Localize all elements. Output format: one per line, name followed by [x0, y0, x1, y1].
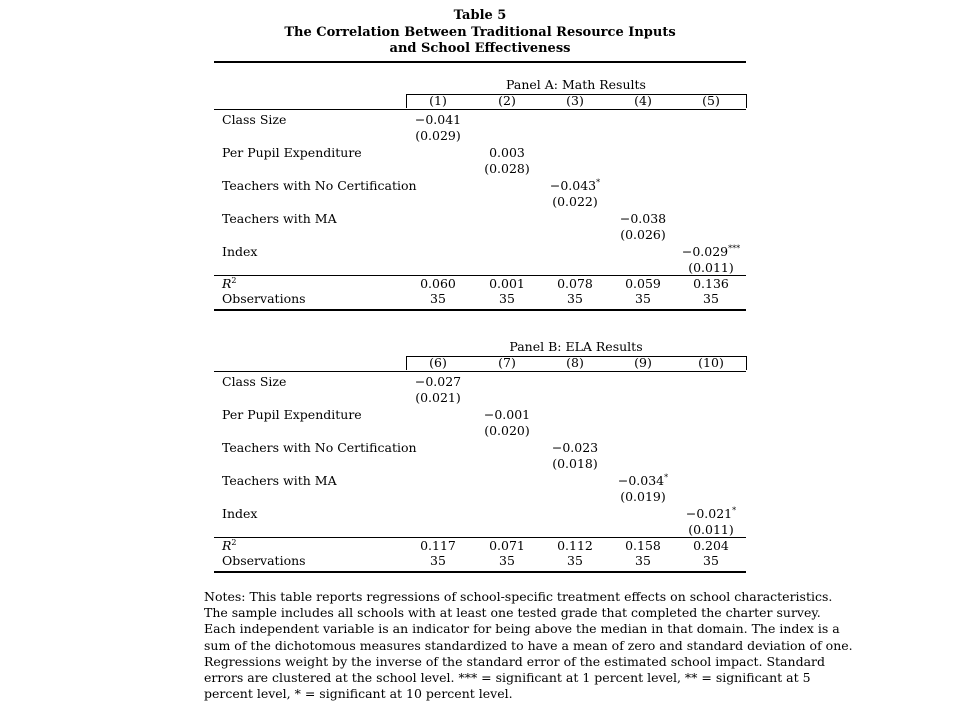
observations-value: 35 — [703, 553, 719, 568]
row-label: Teachers with MA — [222, 473, 337, 488]
significance-stars: * — [664, 473, 669, 482]
coefficient-value: −0.034 — [617, 473, 665, 489]
coefficient — [404, 112, 472, 127]
observations-value: 35 — [499, 291, 515, 306]
r-squared-value: 0.078 — [557, 276, 593, 291]
notes-line: Notes: This table reports regressions of school-specific treatment effects on school characteristics. — [204, 589, 833, 604]
coefficient — [609, 211, 677, 226]
r-squared-value: 0.060 — [420, 276, 456, 291]
observations-value: 35 — [499, 553, 515, 568]
standard-error: (0.011) — [688, 260, 734, 275]
r-squared-label — [222, 276, 237, 291]
row-label: Per Pupil Expenditure — [222, 407, 362, 422]
coefficient-value: −0.029 — [681, 244, 729, 260]
table-title-line2: and School Effectiveness — [389, 41, 571, 56]
notes-line: Each independent variable is an indicator for being above the median in that domain. The index is a — [204, 621, 840, 637]
standard-error: (0.011) — [688, 522, 734, 537]
notes-line: percent level, * = significant at 10 percent level. — [204, 686, 513, 702]
standard-error: (0.020) — [484, 423, 530, 438]
column-header: (4) — [634, 93, 652, 108]
r-squared-label — [222, 538, 237, 553]
r-squared-exponent: 2 — [231, 538, 237, 547]
row-label: Teachers with MA — [222, 211, 337, 226]
panel-bottom-rule — [214, 309, 746, 311]
observations-label: Observations — [222, 553, 306, 568]
top-rule — [214, 61, 746, 63]
notes-line: sum of the dichotomous measures standardized to have a mean of zero and standard deviation of one. — [204, 637, 853, 653]
r-squared-value: 0.158 — [625, 538, 661, 553]
r-squared-value: 0.136 — [693, 276, 729, 291]
r-squared-letter: R — [222, 276, 232, 292]
notes-line: Regressions weight by the inverse of the standard error of the estimated school impact. Standard — [204, 653, 825, 669]
standard-error: (0.019) — [620, 489, 666, 504]
table-notes — [204, 589, 853, 702]
column-header: (5) — [702, 93, 720, 108]
standard-error: (0.021) — [415, 390, 461, 405]
significance-stars: * — [596, 178, 601, 187]
observations-value: 35 — [430, 291, 446, 306]
coefficient-value: −0.021 — [685, 506, 733, 522]
column-edge — [746, 356, 747, 370]
column-header: (6) — [429, 355, 447, 370]
coefficient-value: −0.038 — [619, 211, 667, 226]
header-rule — [214, 109, 746, 110]
standard-error: (0.029) — [415, 128, 461, 143]
coefficient-value: −0.041 — [414, 112, 462, 127]
column-header: (3) — [566, 93, 584, 108]
row-label: Per Pupil Expenditure — [222, 145, 362, 160]
coefficient — [541, 440, 609, 455]
header-rule — [214, 371, 746, 372]
r-squared-value: 0.001 — [489, 276, 525, 291]
coefficient-value: 0.003 — [489, 145, 525, 160]
standard-error: (0.018) — [552, 456, 598, 471]
row-label: Index — [222, 506, 258, 521]
column-edge — [746, 94, 747, 108]
r-squared-value: 0.112 — [557, 538, 593, 553]
table-title-line1: The Correlation Between Traditional Resource Inputs — [284, 25, 676, 40]
coefficient — [609, 473, 677, 488]
notes-line: The sample includes all schools with at least one tested grade that completed the charter survey. — [204, 605, 821, 621]
coefficient-value: −0.043 — [549, 178, 597, 194]
panel-title: Panel A: Math Results — [506, 77, 646, 92]
column-header: (10) — [698, 355, 724, 370]
column-header: (2) — [498, 93, 516, 108]
significance-stars: * — [732, 506, 737, 515]
observations-label: Observations — [222, 291, 306, 306]
row-label: Class Size — [222, 112, 287, 127]
coefficient-value: −0.023 — [551, 440, 599, 455]
column-header: (9) — [634, 355, 652, 370]
coefficient-value: −0.001 — [483, 407, 531, 422]
coefficient-value: −0.027 — [414, 374, 462, 389]
observations-value: 35 — [567, 291, 583, 306]
coefficient — [541, 178, 609, 193]
notes-line: errors are clustered at the school level. *** = significant at 1 percent level, ** = significant at 5 — [204, 670, 811, 686]
coefficient — [473, 145, 541, 160]
row-label: Teachers with No Certification — [222, 440, 417, 455]
coefficient — [677, 244, 745, 259]
standard-error: (0.028) — [484, 161, 530, 176]
coefficient — [404, 374, 472, 389]
observations-value: 35 — [703, 291, 719, 306]
panel-title: Panel B: ELA Results — [509, 339, 643, 354]
row-label: Index — [222, 244, 258, 259]
r-squared-value: 0.117 — [420, 538, 456, 553]
coefficient — [473, 407, 541, 422]
column-header: (7) — [498, 355, 516, 370]
column-header: (8) — [566, 355, 584, 370]
panel-bottom-rule — [214, 571, 746, 573]
row-label: Class Size — [222, 374, 287, 389]
observations-value: 35 — [635, 553, 651, 568]
standard-error: (0.022) — [552, 194, 598, 209]
r-squared-value: 0.204 — [693, 538, 729, 553]
standard-error: (0.026) — [620, 227, 666, 242]
r-squared-value: 0.071 — [489, 538, 525, 553]
observations-value: 35 — [635, 291, 651, 306]
r-squared-exponent: 2 — [231, 276, 237, 285]
r-squared-value: 0.059 — [625, 276, 661, 291]
coefficient — [677, 506, 745, 521]
table-number: Table 5 — [453, 8, 507, 23]
observations-value: 35 — [430, 553, 446, 568]
significance-stars: *** — [728, 244, 741, 253]
observations-value: 35 — [567, 553, 583, 568]
column-header: (1) — [429, 93, 447, 108]
r-squared-letter: R — [222, 538, 232, 554]
row-label: Teachers with No Certification — [222, 178, 417, 193]
